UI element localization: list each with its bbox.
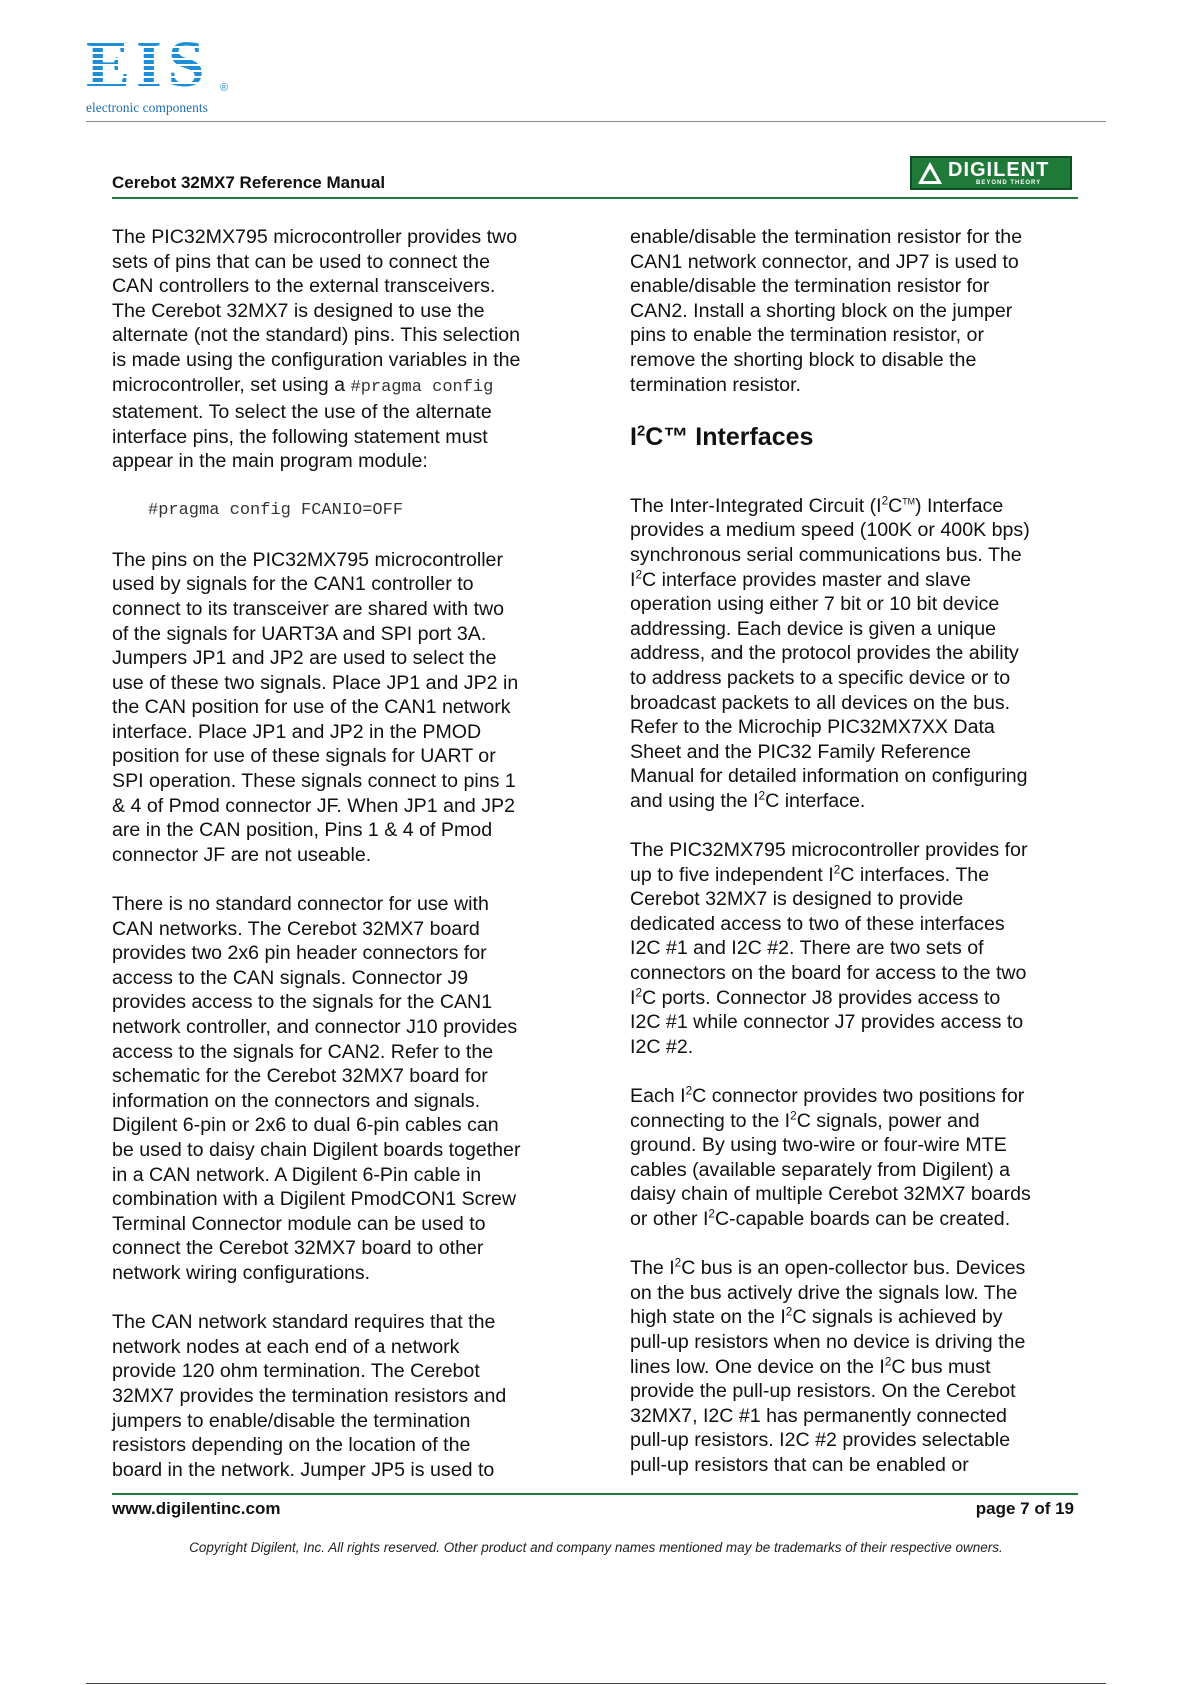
text-fragment: Each I — [630, 1085, 686, 1107]
text-line: There is no standard connector for use with — [112, 893, 489, 916]
text-fragment: C signals, power and — [796, 1109, 980, 1132]
paragraph-i2c-intro — [630, 494, 1080, 814]
text-line: Refer to the Microchip PIC32MX7XX Data — [630, 716, 995, 739]
paragraph-termination-cont — [630, 225, 1080, 397]
text-line: is made using the configuration variables in the — [112, 348, 521, 371]
text-line: Manual for detailed information on configuring — [630, 765, 1028, 788]
superscript: 2 — [758, 789, 766, 803]
text-fragment: C bus is an open-collector bus. Devices — [681, 1257, 1026, 1280]
text-line — [112, 373, 562, 401]
text-line: provide 120 ohm termination. The Cerebot — [112, 1360, 480, 1383]
text-line — [630, 789, 1080, 814]
text-line — [630, 568, 1080, 593]
text-line: termination resistor. — [630, 373, 801, 396]
trademark-superscript: TM — [902, 496, 915, 507]
paragraph-i2c-interfaces — [630, 838, 1080, 1059]
paragraph-can1-signals — [112, 548, 562, 868]
text-fragment: C interface provides master and slave — [642, 568, 971, 591]
superscript: 2 — [884, 1355, 892, 1368]
text-fragment: high state on the I — [630, 1306, 786, 1329]
text-line: SPI operation. These signals connect to pins 1 — [112, 770, 516, 793]
text-line: enable/disable the termination resistor for the — [630, 226, 1023, 248]
text-fragment: I — [630, 986, 636, 1009]
text-line: are in the CAN position, Pins 1 & 4 of Pmod — [112, 819, 493, 842]
text-line: statement. To select the use of the alternate — [112, 401, 492, 424]
text-line: 32MX7, I2C #1 has permanently connected — [630, 1404, 1007, 1427]
text-fragment: up to five independent I — [630, 863, 834, 886]
text-line: position for use of these signals for UART or — [112, 745, 496, 768]
text-line: schematic for the Cerebot 32MX7 board for — [112, 1065, 488, 1088]
text-fragment: microcontroller, set using a — [112, 373, 351, 396]
text-line: daisy chain of multiple Cerebot 32MX7 boards — [630, 1183, 1031, 1206]
text-line — [630, 1355, 1080, 1380]
text-line: interface. Place JP1 and JP2 in the PMOD — [112, 720, 482, 743]
footer-url-link[interactable]: www.digilentinc.com — [112, 1499, 281, 1518]
section-heading-i2c — [630, 422, 1080, 452]
right-column — [630, 225, 1080, 1478]
text-fragment: C — [888, 494, 903, 517]
text-line: in a CAN network. A Digilent 6-Pin cable in — [112, 1163, 482, 1186]
text-line: pull-up resistors when no device is driving the — [630, 1330, 1026, 1353]
copyright-notice: Copyright Digilent, Inc. All rights reserved. Other product and company names mentioned may be trademarks of their respective owners. — [189, 1540, 1003, 1555]
text-line: The CAN network standard requires that the — [112, 1311, 496, 1334]
eis-logo-subtitle: electronic components — [86, 100, 208, 115]
text-line: appear in the main program module: — [112, 450, 428, 473]
text-line: The PIC32MX795 microcontroller provides two — [112, 226, 518, 248]
text-line: connectors on the board for access to the two — [630, 962, 1027, 985]
document-title: Cerebot 32MX7 Reference Manual — [112, 173, 386, 192]
text-line — [630, 1305, 1080, 1330]
text-line: the CAN position for use of the CAN1 network — [112, 696, 511, 719]
header-divider — [112, 197, 1078, 199]
text-fragment: C bus must — [891, 1355, 991, 1378]
text-line: Cerebot 32MX7 is designed to provide — [630, 888, 964, 911]
text-line: & 4 of Pmod connector JF. When JP1 and JP2 — [112, 794, 515, 817]
text-line: to address packets to a specific device or to — [630, 666, 1011, 689]
text-line: of the signals for UART3A and SPI port 3A. — [112, 622, 487, 645]
text-line: The pins on the PIC32MX795 microcontroller — [112, 548, 503, 571]
text-fragment: I — [630, 568, 636, 591]
digilent-triangle-icon — [917, 160, 943, 186]
text-line: interface pins, the following statement must — [112, 425, 488, 448]
paragraph-can-pins — [112, 225, 562, 474]
bottom-divider — [86, 1683, 1106, 1684]
text-fragment: C connector provides two positions for — [692, 1085, 1025, 1107]
heading-part: I — [630, 422, 637, 451]
superscript: 2 — [833, 863, 841, 877]
text-line: Sheet and the PIC32 Family Reference — [630, 740, 971, 763]
text-line — [630, 1109, 1080, 1134]
text-fragment: C interfaces. The — [840, 863, 990, 886]
text-line: information on the connectors and signals. — [112, 1089, 481, 1112]
eis-logo-letters: EIS — [86, 30, 226, 100]
superscript: 2 — [636, 422, 646, 440]
text-line — [630, 494, 1080, 519]
text-line: connect to its transceiver are shared with two — [112, 597, 505, 620]
text-line: pins to enable the termination resistor, or — [630, 324, 984, 347]
text-fragment: The I — [630, 1257, 675, 1280]
text-fragment: connecting to the I — [630, 1109, 791, 1132]
digilent-logo — [910, 156, 1072, 190]
superscript: 2 — [635, 568, 642, 581]
text-line: access to the CAN signals. Connector J9 — [112, 966, 469, 989]
text-line: use of these two signals. Place JP1 and JP2 in — [112, 671, 519, 694]
text-line — [630, 863, 1080, 888]
text-line: broadcast packets to all devices on the bus. — [630, 691, 1011, 714]
text-line: connect the Cerebot 32MX7 board to other — [112, 1237, 484, 1260]
text-line: on the bus actively drive the signals low. The — [630, 1281, 1018, 1304]
text-line: sets of pins that can be used to connect the — [112, 250, 490, 273]
text-fragment: and using the I — [630, 789, 759, 812]
superscript: 2 — [674, 1256, 682, 1270]
left-column — [112, 225, 562, 1482]
footer-divider — [112, 1493, 1078, 1495]
text-line: network wiring configurations. — [112, 1261, 371, 1284]
text-line: access to the signals for CAN2. Refer to the — [112, 1040, 494, 1063]
text-line: CAN networks. The Cerebot 32MX7 board — [112, 917, 480, 940]
text-line: address, and the protocol provides the ability — [630, 642, 1019, 665]
text-line: I2C #1 and I2C #2. There are two sets of — [630, 937, 984, 960]
text-line — [630, 1207, 1080, 1232]
text-fragment: C ports. Connector J8 provides access to — [642, 986, 1001, 1009]
text-line: network controller, and connector J10 provides — [112, 1016, 518, 1038]
text-line: CAN controllers to the external transceivers. — [112, 275, 496, 298]
text-line: The Cerebot 32MX7 is designed to use the — [112, 299, 485, 322]
text-line: synchronous serial communications bus. The — [630, 543, 1022, 566]
text-line: enable/disable the termination resistor for — [630, 275, 990, 298]
text-line — [630, 1256, 1080, 1281]
text-fragment: C-capable boards can be created. — [714, 1207, 1011, 1230]
text-line: provides a medium speed (100K or 400K bps) — [630, 519, 1030, 542]
text-line: dedicated access to two of these interfaces — [630, 912, 1005, 935]
text-line: connector JF are not useable. — [112, 843, 372, 866]
text-line: 32MX7 provides the termination resistors and — [112, 1384, 507, 1407]
digilent-logo-word: DIGILENT — [948, 159, 1050, 181]
text-line: jumpers to enable/disable the termination — [112, 1409, 471, 1432]
eis-logo-registered: ® — [220, 82, 229, 94]
page-number: page 7 of 19 — [975, 1499, 1074, 1518]
paragraph-can-connectors — [112, 892, 562, 1286]
text-fragment: C interface. — [765, 789, 866, 812]
text-line: be used to daisy chain Digilent boards together — [112, 1138, 521, 1161]
text-line: board in the network. Jumper JP5 is used to — [112, 1458, 495, 1481]
paragraph-i2c-connectors — [630, 1084, 1080, 1232]
text-fragment: The Inter-Integrated Circuit (I — [630, 494, 882, 517]
text-fragment: lines low. One device on the I — [630, 1355, 885, 1378]
text-line: I2C #2. — [630, 1035, 694, 1058]
text-line: provide the pull-up resistors. On the Cerebot — [630, 1380, 1016, 1403]
text-fragment: C signals is achieved by — [792, 1306, 1003, 1329]
text-line — [630, 986, 1080, 1011]
text-line: remove the shorting block to disable the — [630, 348, 977, 371]
text-fragment: ) Interface — [915, 494, 1004, 517]
text-fragment: or other I — [630, 1207, 709, 1230]
text-line: pull-up resistors. I2C #2 provides selectable — [630, 1429, 1011, 1452]
superscript: 2 — [708, 1207, 715, 1221]
paragraph-i2c-bus — [630, 1256, 1080, 1477]
text-line: Terminal Connector module can be used to — [112, 1212, 486, 1235]
text-line: alternate (not the standard) pins. This selection — [112, 324, 521, 347]
text-line: resistors depending on the location of the — [112, 1434, 471, 1457]
text-line: used by signals for the CAN1 controller to — [112, 573, 474, 596]
text-line: The PIC32MX795 microcontroller provides for — [630, 839, 1028, 862]
eis-logo — [86, 30, 236, 114]
superscript: 2 — [881, 494, 889, 508]
top-divider — [86, 121, 1106, 122]
text-line: provides access to the signals for the CAN1 — [112, 991, 493, 1014]
heading-part: C™ Interfaces — [645, 422, 814, 451]
superscript: 2 — [635, 986, 642, 1000]
text-line: cables (available separately from Digilent) a — [630, 1158, 1011, 1181]
text-line: addressing. Each device is given a unique — [630, 617, 996, 640]
text-line: operation using either 7 bit or 10 bit device — [630, 593, 1000, 616]
inline-code: #pragma config — [350, 377, 494, 397]
text-line: CAN1 network connector, and JP7 is used to — [630, 250, 1019, 273]
text-line: combination with a Digilent PmodCON1 Screw — [112, 1188, 517, 1211]
digilent-logo-tagline: BEYOND THEORY — [976, 180, 1042, 186]
text-line: ground. By using two-wire or four-wire MTE — [630, 1134, 1007, 1157]
text-line: I2C #1 while connector J7 provides access to — [630, 1011, 1024, 1034]
text-line: Jumpers JP1 and JP2 are used to select the — [112, 647, 497, 670]
text-line — [630, 1084, 1080, 1109]
superscript: 2 — [685, 1084, 693, 1098]
paragraph-termination — [112, 1310, 562, 1482]
text-line: CAN2. Install a shorting block on the jumper — [630, 299, 1013, 322]
text-line: provides two 2x6 pin header connectors for — [112, 942, 487, 965]
text-line: pull-up resistors that can be enabled or — [630, 1453, 969, 1476]
superscript: 2 — [790, 1109, 797, 1123]
code-block: #pragma config FCANIO=OFF — [148, 500, 404, 520]
text-line: network nodes at each end of a network — [112, 1335, 460, 1358]
superscript: 2 — [785, 1305, 793, 1319]
text-line: Digilent 6-pin or 2x6 to dual 6-pin cables can — [112, 1114, 499, 1137]
